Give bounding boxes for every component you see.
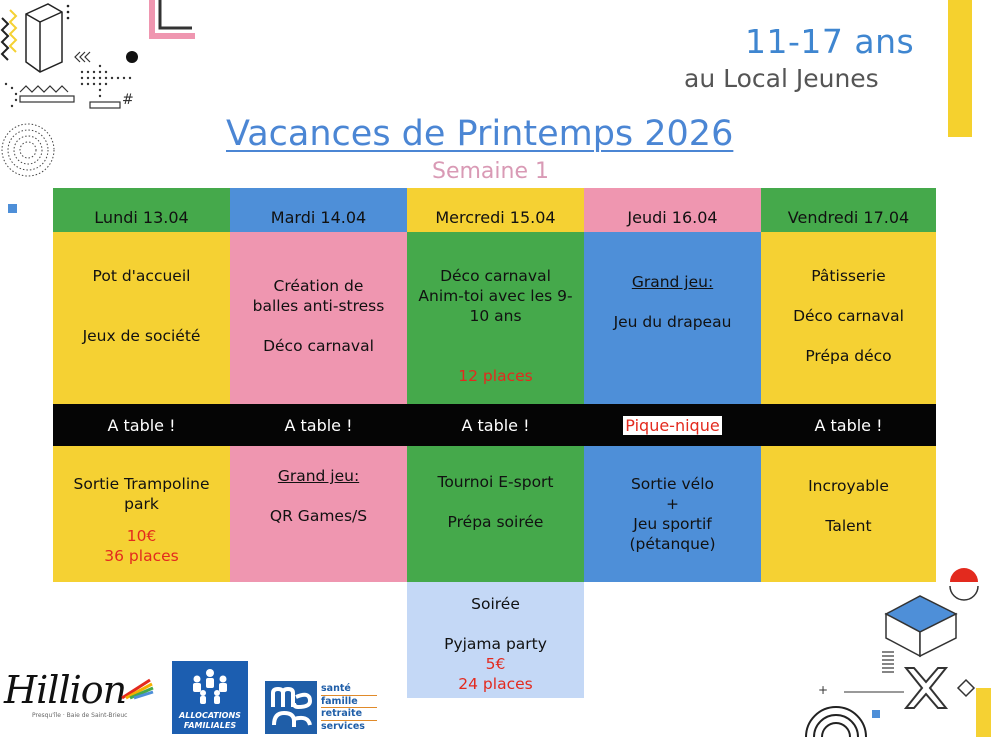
activity: Déco carnaval (793, 307, 904, 325)
places-count: 24 places (458, 675, 533, 693)
diamond-decoration (958, 680, 974, 696)
blue-box-decoration (886, 596, 956, 656)
evening-mercredi (407, 582, 584, 698)
day-header-mercredi: Mercredi 15.04 (407, 188, 584, 232)
hillion-logo-text: Hillion (4, 668, 127, 712)
week-subtitle: Semaine 1 (432, 159, 549, 184)
morning-vendredi (761, 232, 936, 404)
age-range: 11-17 ans (745, 22, 915, 61)
activity: Pâtisserie (811, 267, 886, 285)
activity: Jeu sportif (pétanque) (629, 515, 716, 553)
location-label: au Local Jeunes (684, 64, 879, 93)
places-count: 12 places (458, 367, 533, 385)
x-shape-decoration (906, 668, 946, 708)
lunch-lundi: A table ! (107, 415, 176, 435)
msa-line: santé (321, 683, 377, 696)
morning-mardi (230, 232, 407, 404)
activity: QR Games/S (269, 507, 368, 525)
activity: Jeu du drapeau (613, 313, 732, 331)
lunch-jeudi: Pique-nique (625, 415, 720, 435)
activity: Déco carnaval (263, 337, 374, 355)
activity-heading: Grand jeu: (277, 467, 360, 485)
concentric-circles-decoration (2, 124, 54, 176)
price: 10€ (126, 527, 157, 545)
activity: Pyjama party (444, 635, 547, 653)
lunch-mardi: A table ! (284, 415, 353, 435)
yellow-zigzag-decoration (10, 10, 16, 52)
activity: Anim-toi avec les 9-10 ans (418, 287, 573, 325)
day-header-vendredi: Vendredi 17.04 (761, 188, 936, 232)
activity: Prépa déco (805, 347, 892, 365)
activity: Tournoi E-sport (437, 473, 554, 491)
msa-line: services (321, 720, 365, 732)
vertical-lines-decoration (882, 652, 894, 672)
family-figures-icon (186, 667, 234, 707)
blue-square-decoration (872, 710, 880, 718)
small-blue-square-decoration (8, 204, 17, 213)
hillion-logo (2, 664, 154, 724)
price: 5€ (485, 655, 506, 673)
activity: Sortie Trampoline park (73, 475, 210, 513)
zigzag-decoration (2, 18, 8, 60)
afternoon-mardi (230, 446, 407, 582)
msa-line: retraite (321, 708, 377, 721)
afternoon-jeudi (584, 446, 761, 582)
hillion-subtitle: Presqu'île · Baie de Saint-Brieuc (32, 712, 128, 719)
day-header-lundi: Lundi 13.04 (53, 188, 230, 232)
afternoon-lundi (53, 446, 230, 582)
msa-label (321, 683, 377, 732)
wave-decoration (20, 86, 120, 108)
activity: Jeux de société (82, 327, 201, 345)
msa-logo (265, 681, 377, 734)
activity: Pot d'accueil (92, 267, 191, 285)
pink-l-decoration (152, 0, 195, 36)
plus-decoration: + (818, 683, 829, 697)
yellow-accent-bar (948, 0, 972, 137)
day-header-jeudi: Jeudi 16.04 (584, 188, 761, 232)
activity: Prépa soirée (447, 513, 544, 531)
black-l-decoration (160, 0, 192, 28)
hash-decoration: # (122, 92, 134, 108)
msa-line: famille (321, 696, 377, 709)
activity-heading: Grand jeu: (631, 273, 714, 291)
places-count: 36 places (104, 547, 179, 565)
page-title: Vacances de Printemps 2026 (226, 114, 734, 154)
activity: Incroyable (808, 477, 889, 495)
caf-label: ALLOCATIONS FAMILIALES (179, 711, 241, 730)
activity: Déco carnaval (440, 267, 551, 285)
striped-circle-decoration (806, 707, 866, 737)
msa-mark-icon (265, 681, 317, 734)
plus-sign: + (666, 495, 679, 513)
cube-decoration (26, 4, 62, 72)
activity: Talent (825, 517, 872, 535)
lunch-vendredi: A table ! (814, 415, 883, 435)
dotted-line-decoration (67, 5, 70, 20)
red-semicircle-decoration (950, 568, 978, 600)
hillion-brush-icon (120, 678, 154, 700)
activity: Sortie vélo (630, 475, 715, 493)
decorative-shapes-bottom-right (800, 568, 991, 737)
dotted-arc-decoration (5, 83, 17, 107)
afternoon-mercredi (407, 446, 584, 582)
activity: Création de balles anti-stress (252, 277, 385, 315)
yellow-corner-decoration (976, 688, 991, 737)
chevrons-decoration (75, 52, 90, 62)
morning-jeudi (584, 232, 761, 404)
dot-decoration (126, 51, 138, 63)
morning-mercredi (407, 232, 584, 404)
day-header-mardi: Mardi 14.04 (230, 188, 407, 232)
caf-logo (172, 661, 248, 734)
afternoon-vendredi (761, 446, 936, 582)
morning-lundi (53, 232, 230, 404)
activity: Soirée (471, 595, 520, 613)
lunch-mercredi: A table ! (461, 415, 530, 435)
